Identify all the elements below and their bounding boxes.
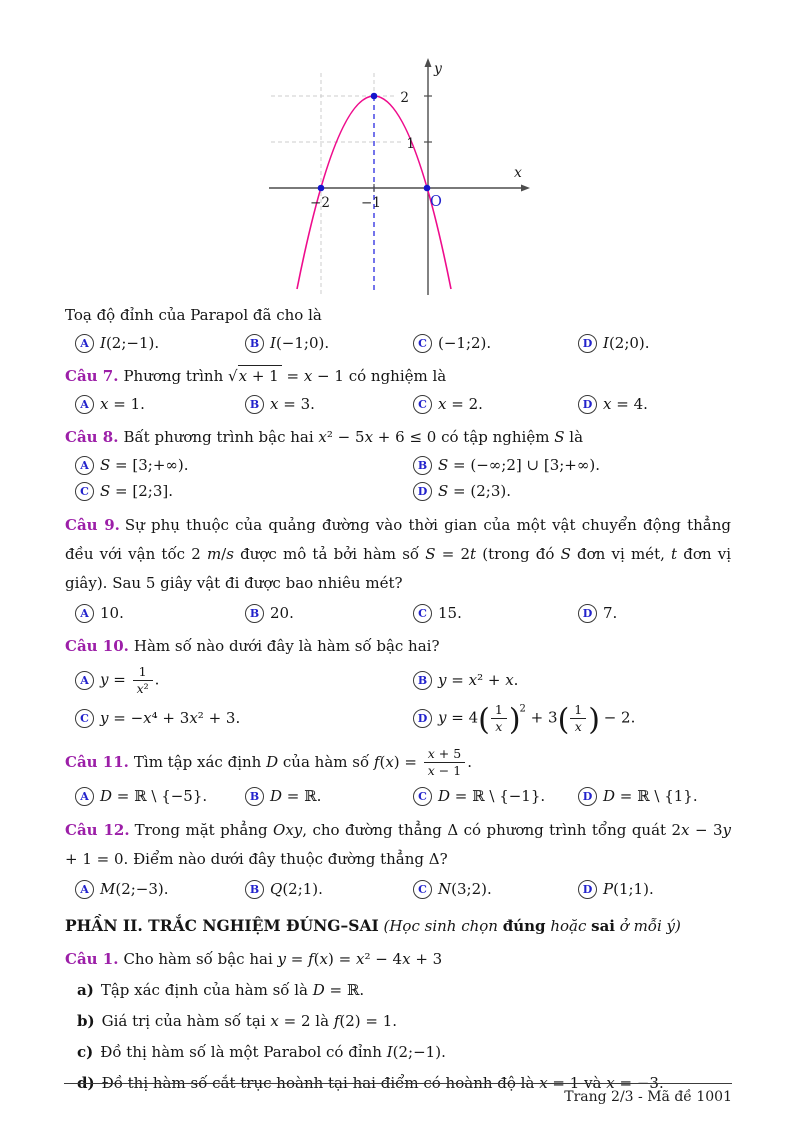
option-letter-badge: C xyxy=(413,787,432,806)
option-letter-badge: B xyxy=(413,671,432,690)
option-letter-badge: D xyxy=(578,787,597,806)
option-text: D = ℝ. xyxy=(270,787,322,805)
options-row xyxy=(65,877,731,902)
option-c xyxy=(413,877,578,902)
item-letter: d) xyxy=(77,1074,95,1092)
tick-label-y1: 1 xyxy=(406,136,415,152)
option-d xyxy=(413,479,731,504)
option-c xyxy=(413,784,578,809)
item-letter: a) xyxy=(77,981,94,999)
option-text: y = −x⁴ + 3x² + 3. xyxy=(100,709,241,727)
question-label: Câu 8. xyxy=(65,428,119,446)
option-letter-badge: D xyxy=(413,709,432,728)
option-letter-badge: A xyxy=(75,334,94,353)
option-a xyxy=(75,453,413,478)
option-d xyxy=(578,392,731,417)
item-a: a) Tập xác định của hàm số là D = ℝ. xyxy=(77,981,365,999)
option-letter-badge: D xyxy=(413,482,432,501)
option-letter-badge: B xyxy=(245,880,264,899)
y-axis-label: y xyxy=(434,61,442,77)
question-label: Câu 1. xyxy=(65,950,119,968)
option-letter-badge: B xyxy=(245,787,264,806)
option-d xyxy=(578,784,731,809)
question-10 xyxy=(65,633,731,737)
option-letter-badge: C xyxy=(75,709,94,728)
point-x-intercept-minus2 xyxy=(318,185,325,192)
option-a xyxy=(75,784,245,809)
option-text: y = $\frac{1}{\text{x²}}$ . xyxy=(100,664,160,696)
question-6 xyxy=(65,302,731,356)
parabola-figure xyxy=(266,55,533,305)
option-text: 20. xyxy=(270,604,294,622)
option-text: x = 3. xyxy=(270,395,315,413)
question-label: Câu 10. xyxy=(65,637,129,655)
options-row xyxy=(65,479,731,504)
option-a xyxy=(75,662,413,699)
tick-label-xm2: −2 xyxy=(310,195,330,211)
options-row xyxy=(65,453,731,478)
origin-label: O xyxy=(430,194,442,210)
tick-label-y2: 2 xyxy=(400,90,409,106)
option-b xyxy=(413,453,731,478)
option-letter-badge: A xyxy=(75,604,94,623)
option-text: 15. xyxy=(438,604,462,622)
option-letter-badge: D xyxy=(578,395,597,414)
option-letter-badge: B xyxy=(245,334,264,353)
option-letter-badge: D xyxy=(578,334,597,353)
question-stem: Câu 11. Tìm tập xác định D của hàm số f(x) = $\frac{x + 5}{x - 1}$ . xyxy=(65,746,472,778)
options-row xyxy=(65,392,731,417)
option-text: D = ℝ \ {−5}. xyxy=(100,787,208,805)
option-b xyxy=(413,668,731,693)
option-a xyxy=(75,331,245,356)
point-origin xyxy=(424,185,431,192)
option-d xyxy=(578,331,731,356)
option-b xyxy=(245,601,413,626)
option-a xyxy=(75,877,245,902)
question-stem: Câu 12. Trong mặt phẳng Oxy, cho đường thẳng Δ có phương trình tổng quát 2x − 3y + 1 = 0. Điểm nào dưới đây thuộc đường thẳng Δ? xyxy=(65,821,731,868)
tick-label-xm1: −1 xyxy=(361,195,381,211)
option-d xyxy=(578,877,731,902)
option-text: D = ℝ \ {1}. xyxy=(603,787,698,805)
options-row xyxy=(65,784,731,809)
item-d: d) Đồ thị hàm số cắt trục hoành tại hai điểm có hoành độ là x = 1 và x = −3. xyxy=(77,1074,664,1092)
point-vertex xyxy=(371,93,378,100)
option-text: N(3;2). xyxy=(438,880,492,898)
question-label: Câu 11. xyxy=(65,752,129,771)
option-letter-badge: C xyxy=(75,482,94,501)
option-c xyxy=(413,392,578,417)
question-11 xyxy=(65,744,731,809)
option-text: I(2;0). xyxy=(603,334,650,352)
question-label: Câu 12. xyxy=(65,821,130,839)
option-d xyxy=(578,601,731,626)
option-letter-badge: C xyxy=(413,334,432,353)
option-letter-badge: B xyxy=(245,604,264,623)
option-text: D = ℝ \ {−1}. xyxy=(438,787,546,805)
option-c xyxy=(413,331,578,356)
option-text: M(2;−3). xyxy=(100,880,169,898)
y-axis-arrow xyxy=(425,58,432,67)
option-letter-badge: A xyxy=(75,395,94,414)
option-b xyxy=(245,877,413,902)
option-text: y = 4( $\frac{1}{x}$ )$^2$ + 3( $\frac{1}{x}$ ) − 2. xyxy=(438,702,636,738)
option-letter-badge: C xyxy=(413,395,432,414)
option-letter-badge: A xyxy=(75,787,94,806)
option-text: S = [3;+∞). xyxy=(100,456,189,474)
truefalse-question-1 xyxy=(65,946,731,1096)
option-letter-badge: C xyxy=(413,880,432,899)
item-b: b) Giá trị của hàm số tại x = 2 là f(2) = 1. xyxy=(77,1012,398,1030)
question-stem: Câu 7. Phương trình √x + 1 = x − 1 có nghiệm là xyxy=(65,367,447,385)
part2-subtitle: (Học sinh chọn đúng hoặc sai ở mỗi ý) xyxy=(383,917,681,935)
question-8 xyxy=(65,424,731,504)
option-text: S = [2;3]. xyxy=(100,482,173,500)
option-d xyxy=(413,700,731,737)
option-text: x = 2. xyxy=(438,395,483,413)
option-letter-badge: B xyxy=(245,395,264,414)
option-c xyxy=(413,601,578,626)
option-letter-badge: D xyxy=(578,604,597,623)
option-letter-badge: D xyxy=(578,880,597,899)
option-a xyxy=(75,601,245,626)
option-b xyxy=(245,784,413,809)
option-b xyxy=(245,392,413,417)
question-stem: Câu 10. Hàm số nào dưới đây là hàm số bậc hai? xyxy=(65,637,440,655)
option-letter-badge: B xyxy=(413,456,432,475)
option-text: (−1;2). xyxy=(438,334,492,352)
option-text: x = 4. xyxy=(603,395,648,413)
part2-title: PHẦN II. TRẮC NGHIỆM ĐÚNG–SAI xyxy=(65,916,379,935)
option-b xyxy=(245,331,413,356)
question-stem: Câu 8. Bất phương trình bậc hai x² − 5x + 6 ≤ 0 có tập nghiệm S là xyxy=(65,428,584,446)
parabola-graph xyxy=(266,55,533,301)
option-text: S = (−∞;2] ∪ [3;+∞). xyxy=(438,456,600,474)
options-row xyxy=(65,601,731,626)
item-letter: c) xyxy=(77,1043,94,1061)
option-text: Q(2;1). xyxy=(270,880,323,898)
question-stem: Toạ độ đỉnh của Parapol đã cho là xyxy=(65,306,322,324)
question-stem: Câu 9. Sự phụ thuộc của quảng đường vào thời gian của một vật chuyển động thẳng đều với vận tốc 2 m/s được mô tả bởi hàm số S = 2t (trong đó S đơn vị mét, t đơn vị giây). Sau 5 giây vật đi được bao nhiêu mét? xyxy=(65,516,732,592)
question-9 xyxy=(65,511,731,626)
part2-section xyxy=(65,913,731,939)
option-letter-badge: A xyxy=(75,456,94,475)
option-c xyxy=(75,479,413,504)
option-text: P(1;1). xyxy=(603,880,654,898)
item-c: c) Đồ thị hàm số là một Parabol có đỉnh I(2;−1). xyxy=(77,1043,446,1061)
footer-rule xyxy=(64,1083,732,1084)
option-letter-badge: C xyxy=(413,604,432,623)
option-text: I(2;−1). xyxy=(100,334,160,352)
part2-heading xyxy=(65,913,731,939)
option-text: y = x² + x. xyxy=(438,671,519,689)
x-axis-arrow xyxy=(521,185,530,192)
options-row xyxy=(65,331,731,356)
option-c xyxy=(75,706,413,731)
option-letter-badge: A xyxy=(75,880,94,899)
option-text: 10. xyxy=(100,604,124,622)
option-letter-badge: A xyxy=(75,671,94,690)
question-12 xyxy=(65,816,731,902)
item-letter: b) xyxy=(77,1012,95,1030)
option-text: S = (2;3). xyxy=(438,482,511,500)
question-label: Câu 9. xyxy=(65,516,120,534)
question-7 xyxy=(65,363,731,417)
options-row xyxy=(65,662,731,699)
exam-body xyxy=(65,302,731,1096)
truefalse-items xyxy=(65,977,731,1096)
option-text: 7. xyxy=(603,604,618,622)
question-stem: Câu 1. Cho hàm số bậc hai y = f(x) = x² − 4x + 3 xyxy=(65,950,443,968)
page-number: Trang 2/3 - Mã đề 1001 xyxy=(564,1089,732,1105)
option-a xyxy=(75,392,245,417)
x-axis-label: x xyxy=(514,165,522,181)
question-label: Câu 7. xyxy=(65,367,119,385)
option-text: x = 1. xyxy=(100,395,145,413)
options-row xyxy=(65,700,731,737)
option-text: I(−1;0). xyxy=(270,334,330,352)
